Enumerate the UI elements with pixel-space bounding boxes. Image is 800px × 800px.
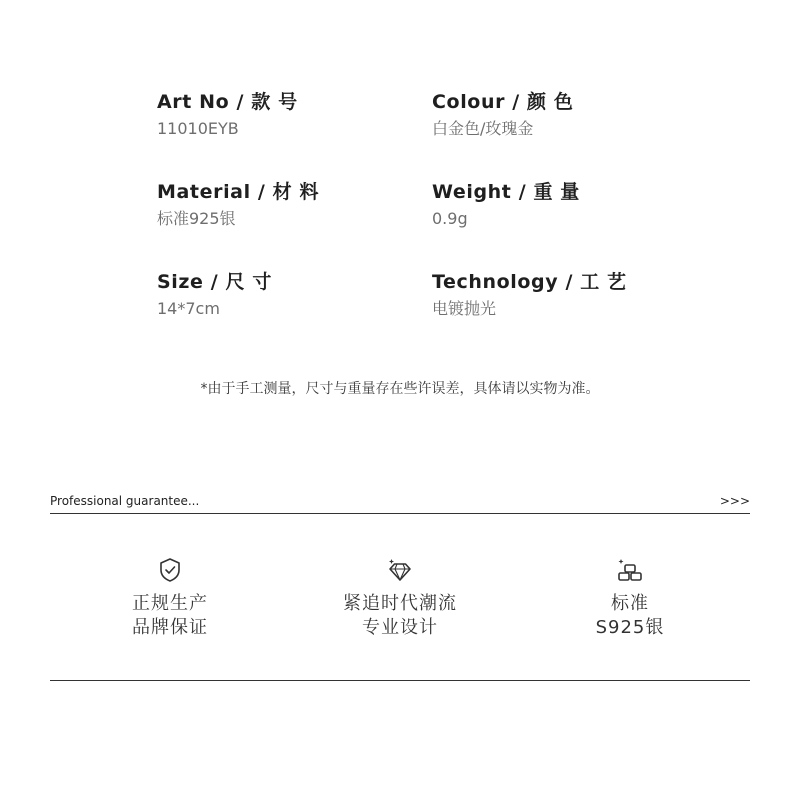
spec-material (157, 180, 319, 230)
spec-label: Size / 尺 寸 (157, 271, 272, 293)
spec-value: 电镀抛光 (432, 299, 497, 318)
feature-line: 品牌保证 (132, 617, 208, 638)
measurement-note: *由于手工测量，尺寸与重量存在些许误差，具体请以实物为准。 (200, 381, 600, 397)
spec-technology (432, 270, 627, 320)
spec-value: 白金色/玫瑰金 (432, 119, 534, 138)
feature-quality (70, 556, 270, 640)
spec-label: Weight / 重 量 (432, 181, 580, 203)
spec-label: Material / 材 料 (157, 181, 320, 203)
spec-value: 11010EYB (157, 119, 239, 138)
spec-value: 标准925银 (157, 209, 236, 228)
more-arrow[interactable]: >>> (719, 494, 750, 508)
feature-line: 标准 (611, 593, 649, 614)
diamond-icon (386, 556, 414, 584)
feature-silver (530, 556, 730, 640)
spec-weight (432, 180, 580, 230)
spec-value: 14*7cm (157, 299, 220, 318)
feature-line: 专业设计 (362, 617, 438, 638)
spec-label: Technology / 工 艺 (432, 271, 627, 293)
feature-line: S925银 (595, 617, 665, 638)
spec-value: 0.9g (432, 209, 468, 228)
feature-line: 正规生产 (132, 593, 208, 614)
guarantee-title: Professional guarantee... (50, 494, 200, 508)
spec-art-no (157, 90, 298, 140)
shield-check-icon (156, 556, 184, 584)
feature-line: 紧追时代潮流 (343, 593, 457, 614)
silver-bars-icon (612, 556, 648, 584)
spec-label: Colour / 颜 色 (432, 91, 574, 113)
spec-size (157, 270, 272, 320)
spec-colour (432, 90, 573, 140)
bottom-divider (50, 680, 750, 681)
feature-design (300, 556, 500, 640)
spec-label: Art No / 款 号 (157, 91, 298, 113)
guarantee-bar (50, 492, 750, 514)
